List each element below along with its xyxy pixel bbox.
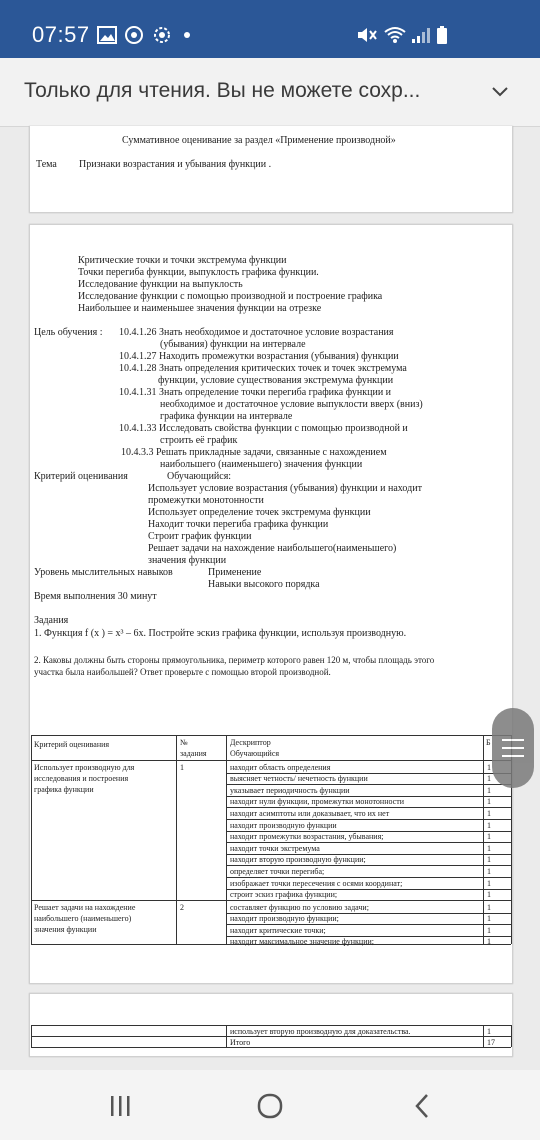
goal-line: необходимое и достаточное условие выпуклости вверх (вниз) <box>160 399 423 410</box>
goal-line: 10.4.1.26 Знать необходимое и достаточное условие возрастания <box>119 327 394 338</box>
table-row-border <box>226 936 511 937</box>
mute-icon <box>356 26 378 44</box>
group-1-task-number: 1 <box>180 763 184 772</box>
table-row-score: 1 <box>487 937 491 947</box>
gallery-icon <box>97 26 117 44</box>
criteria-line: промежутки монотонности <box>148 495 264 506</box>
task-2-line: участка была наибольшей? Ответ проверьте с помощью второй производной. <box>34 667 331 677</box>
goal-line: графика функции на интервале <box>160 411 293 422</box>
group-2-criterion-line: Решает задачи на нахождение <box>34 903 136 912</box>
subtopic-line: Критические точки и точки экстремума функции <box>78 255 287 266</box>
grip-line <box>502 747 524 749</box>
table-row-border <box>226 807 511 808</box>
goal-line: 10.4.1.27 Находить промежутки возрастания (убывания) функции <box>119 351 399 362</box>
table-row-border <box>226 854 511 855</box>
document-header-title: Суммативное оценивание за раздел «Применение производной» <box>122 135 396 146</box>
group-2-criterion-line: наибольшего (наименьшего) <box>34 914 132 923</box>
read-only-message: Только для чтения. Вы не можете сохр... <box>24 79 421 102</box>
table-row-score: 1 <box>487 774 491 784</box>
thinking-label: Уровень мыслительных навыков <box>34 567 173 578</box>
table-row-score: 1 <box>487 1027 491 1036</box>
document-page-1 <box>29 126 513 213</box>
table-row-border <box>226 924 511 925</box>
table-row-border <box>226 819 511 820</box>
table-row-border <box>226 773 511 774</box>
table-border <box>483 1025 484 1047</box>
goal-line: 10.4.3.3 Решать прикладные задачи, связанные с нахождением <box>121 447 387 458</box>
goal-line: функции, условие существования экстремума функции <box>158 375 394 386</box>
chevron-down-icon[interactable] <box>490 82 510 102</box>
read-only-banner[interactable] <box>0 58 540 127</box>
time-label: Время выполнения 30 минут <box>34 591 157 602</box>
goal-label: Цель обучения : <box>34 327 103 338</box>
group-1-criterion-line: Использует производную для <box>34 763 135 772</box>
table-row-descriptor: находит производную функции <box>230 820 337 830</box>
criteria-label: Критерий оценивания <box>34 471 128 482</box>
table-border <box>511 1025 512 1047</box>
table-row-score: 1 <box>487 855 491 865</box>
goal-line: строить её график <box>160 435 238 446</box>
table-row-score: 1 <box>487 785 491 795</box>
table-row-border <box>226 842 511 843</box>
document-page-2 <box>29 224 513 984</box>
table-row-descriptor: использует вторую производную для доказательства. <box>230 1027 411 1036</box>
criteria-line: Использует условие возрастания (убывания) функции и находит <box>148 483 422 494</box>
thinking-value: Применение <box>208 567 262 578</box>
table-border <box>31 1047 511 1048</box>
table-header-task-word: задания <box>180 749 207 758</box>
table-header-descriptor: Дескриптор <box>230 738 271 747</box>
criteria-line: Строит график функции <box>148 531 252 542</box>
settings-app-icon <box>152 26 172 44</box>
table-row-border <box>226 865 511 866</box>
group-1-criterion-line: исследования и построения <box>34 774 129 783</box>
thinking-value: Навыки высокого порядка <box>208 579 320 590</box>
table-row-descriptor: находит критические точки; <box>230 925 326 935</box>
subtopic-line: Исследование функции с помощью производной и построение графика <box>78 291 383 302</box>
table-border <box>31 1025 32 1047</box>
table-row-score: 1 <box>487 762 491 772</box>
table-row-score: 1 <box>487 902 491 912</box>
topic-value: Признаки возрастания и убывания функции . <box>79 159 272 170</box>
subtopic-line: Исследование функции на выпуклость <box>78 279 243 290</box>
table-row-score: 1 <box>487 914 491 924</box>
table-row-descriptor: находит область определения <box>230 762 331 772</box>
table-row-border <box>226 831 511 832</box>
criteria-line: Находит точки перегиба графика функции <box>148 519 329 530</box>
criteria-line: Решает задачи на нахождение наибольшего(наименьшего) <box>148 543 397 554</box>
table-row-border <box>226 796 511 797</box>
table-border <box>226 1025 227 1047</box>
criteria-line: Использует определение точек экстремума функции <box>148 507 371 518</box>
table-row-score: 1 <box>487 843 491 853</box>
table-row-score: 1 <box>487 832 491 842</box>
table-row-descriptor: строит эскиз графика функции; <box>230 890 338 900</box>
table-row-descriptor: находит промежутки возрастания, убывания; <box>230 832 384 842</box>
scroll-thumb[interactable] <box>492 708 534 788</box>
table-header-learner: Обучающийся <box>230 749 280 758</box>
table-row-score: 1 <box>487 808 491 818</box>
task-2-line: 2. Каковы должны быть стороны прямоугольника, периметр которого равен 120 м, чтобы площадь этого <box>34 655 435 665</box>
goal-line: наибольшего (наименьшего) значения функции <box>160 459 363 470</box>
table-row-descriptor: составляет функцию по условию задачи; <box>230 902 369 912</box>
table-row-descriptor: указывает периодичность функции <box>230 785 350 795</box>
table-row-descriptor: выясняет четность/ нечетность функции <box>230 774 368 784</box>
table-row-score: 1 <box>487 925 491 935</box>
shield-app-icon <box>124 26 144 44</box>
back-icon[interactable] <box>405 1088 441 1124</box>
table-header-task-num: № <box>180 738 188 747</box>
recent-apps-icon[interactable] <box>102 1088 138 1124</box>
table-border <box>31 735 32 944</box>
table-header-score: Б <box>486 738 491 747</box>
grip-line <box>502 739 524 741</box>
document-page-3 <box>29 993 513 1057</box>
table-border <box>176 735 177 944</box>
table-row-border <box>226 913 511 914</box>
table-row-descriptor: находит производную функции; <box>230 914 339 924</box>
group-2-task-number: 2 <box>180 903 184 912</box>
table-header-criterion: Критерий оценивания <box>34 740 110 749</box>
criteria-line: значения функции <box>148 555 227 566</box>
table-row-descriptor: находит нули функции, промежутки монотонности <box>230 797 404 807</box>
table-row-border <box>226 784 511 785</box>
goal-line: 10.4.1.31 Знать определение точки перегиба графика функции и <box>119 387 392 398</box>
task-1: 1. Функция f (x ) = x³ – 6x. Постройте эскиз графика функции, используя производную. <box>34 628 407 639</box>
home-icon[interactable] <box>252 1088 288 1124</box>
goal-line: (убывания) функции на интервале <box>160 339 306 350</box>
table-row-score: 1 <box>487 890 491 900</box>
table-row-border <box>226 877 511 878</box>
table-row-border <box>226 889 511 890</box>
table-row-descriptor: изображает точки пересечения с осями координат; <box>230 878 403 888</box>
group-1-criterion-line: графика функции <box>34 785 94 794</box>
criteria-intro: Обучающийся: <box>167 471 232 482</box>
table-row-descriptor: находит вторую производную функции; <box>230 855 366 865</box>
table-border <box>31 735 511 736</box>
table-row-score: 1 <box>487 797 491 807</box>
table-row-descriptor: определяет точки перегиба; <box>230 866 325 876</box>
status-bar <box>0 0 540 58</box>
table-row-score: 1 <box>487 866 491 876</box>
goal-line: 10.4.1.33 Исследовать свойства функции с помощью производной и <box>119 423 408 434</box>
grip-line <box>502 755 524 757</box>
tasks-label: Задания <box>34 615 69 626</box>
subtopic-line: Наибольшее и наименьшее значения функции на отрезке <box>78 303 322 314</box>
navigation-bar <box>0 1070 540 1140</box>
table-row-descriptor: находит максимальное значение функции; <box>230 937 374 947</box>
topic-label: Тема <box>36 159 57 170</box>
clock: 07:57 <box>32 22 90 47</box>
total-label: Итого <box>230 1038 251 1047</box>
table-row-score: 1 <box>487 820 491 830</box>
table-row-descriptor: находит точки экстремума <box>230 843 320 853</box>
notification-dot-icon <box>182 26 192 44</box>
goal-line: 10.4.1.28 Знать определения критических точек и точек экстремума <box>119 363 407 374</box>
group-2-criterion-line: значения функции <box>34 925 97 934</box>
wifi-icon <box>384 26 406 44</box>
total-value: 17 <box>487 1038 495 1047</box>
signal-icon <box>410 26 430 44</box>
battery-icon <box>436 26 448 44</box>
subtopic-line: Точки перегиба функции, выпуклость графика функции. <box>78 267 319 278</box>
table-row-descriptor: находит асимптоты или доказывает, что их нет <box>230 808 390 818</box>
table-row-score: 1 <box>487 878 491 888</box>
